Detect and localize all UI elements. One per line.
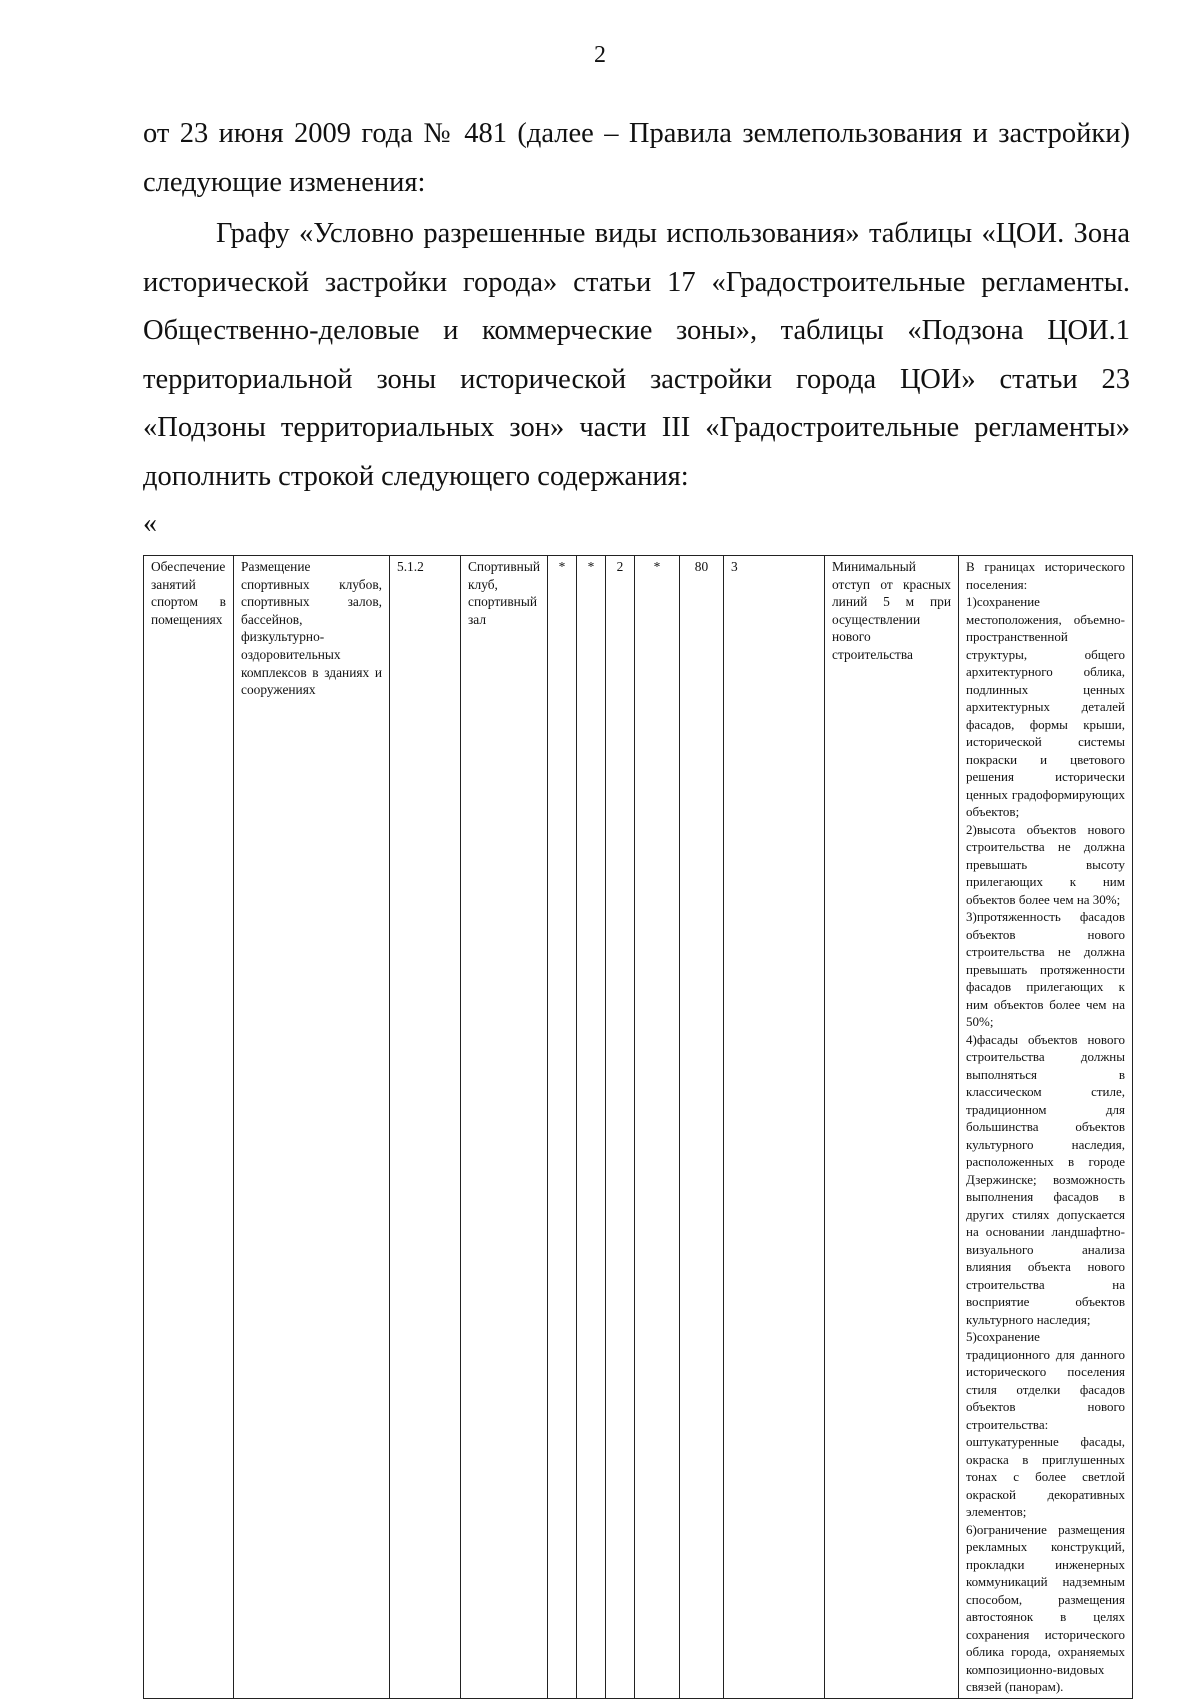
regulations-cell bbox=[959, 556, 1133, 1699]
param-4-cell: * bbox=[635, 556, 680, 1699]
regulation-item: 2)высота объектов нового строительства не должна превышать высоту прилегающих к ним объектов более чем на 30%; bbox=[966, 821, 1125, 907]
regulation-item: В границах исторического поселения: bbox=[966, 559, 1125, 592]
regulation-item: 5)сохранение традиционного для данного исторического поселения стиля отделки фасадов объектов нового строительства: оштукатуренные фасады, окраска в приглушенных тонах с более светлой окраской декоративных элементов; bbox=[966, 1329, 1125, 1519]
param-1-cell: * bbox=[548, 556, 577, 1699]
page-number: 2 bbox=[594, 42, 606, 68]
amendment-paragraph: Графу «Условно разрешенные виды использования» таблицы «ЦОИ. Зона исторической застройки города» статьи 17 «Градостроительные регламенты. Общественно-деловые и коммерческие зоны», таблицы «Подзона ЦОИ.1 территориальной зоны исторической застройки города ЦОИ» статьи 23 «Подзоны территориальных зон» части III «Градостроительные регламенты» дополнить строкой следующего содержания: bbox=[143, 218, 1130, 492]
setback-cell: Минимальный отступ от красных линий 5 м при осуществлении нового строительства bbox=[825, 556, 959, 1699]
object-cell: Спортивный клуб, спортивный зал bbox=[461, 556, 548, 1699]
regulation-item: 1)сохранение местоположения, объемно-пространственной структуры, общего архитектурного облика, подлинных ценных архитектурных деталей фасадов, формы крыши, исторической системы покраски и цветового решения исторически ценных градоформирующих объектов; bbox=[966, 594, 1125, 819]
param-6-cell: 3 bbox=[724, 556, 825, 1699]
code-cell: 5.1.2 bbox=[390, 556, 461, 1699]
amendment-table bbox=[143, 555, 1133, 1699]
use-type-cell: Обеспечение занятий спортом в помещениях bbox=[144, 556, 234, 1699]
intro-paragraph: от 23 июня 2009 года № 481 (далее – Правила землепользования и застройки) следующие изменения: bbox=[143, 118, 1130, 198]
param-5-cell: 80 bbox=[680, 556, 724, 1699]
param-2-cell: * bbox=[577, 556, 606, 1699]
opening-quote-mark: « bbox=[143, 508, 157, 539]
param-3-cell: 2 bbox=[606, 556, 635, 1699]
regulation-item: 6)ограничение размещения рекламных конструкций, прокладки инженерных коммуникаций надземным способом, размещения автостоянок в целях сохранения исторического облика города, охраняемых композиционно-видовых связей (панорам). bbox=[966, 1521, 1125, 1694]
description-cell: Размещение спортивных клубов, спортивных залов, бассейнов, физкультурно-оздоровительных комплексов в зданиях и сооружениях bbox=[234, 556, 390, 1699]
table-row bbox=[144, 556, 1133, 1699]
regulation-item: 3)протяженность фасадов объектов нового строительства не должна превышать протяженности фасадов прилегающих к ним объектов более чем на 50%; bbox=[966, 909, 1125, 1029]
regulation-item: 4)фасады объектов нового строительства должны выполняться в классическом стиле, традиционном для большинства объектов культурного наследия, расположенных в городе Дзержинске; возможность выполнения фасадов в других стилях допускается на основании ландшафтно-визуального анализа влияния объекта нового строительства на восприятие объектов культурного наследия; bbox=[966, 1031, 1125, 1327]
